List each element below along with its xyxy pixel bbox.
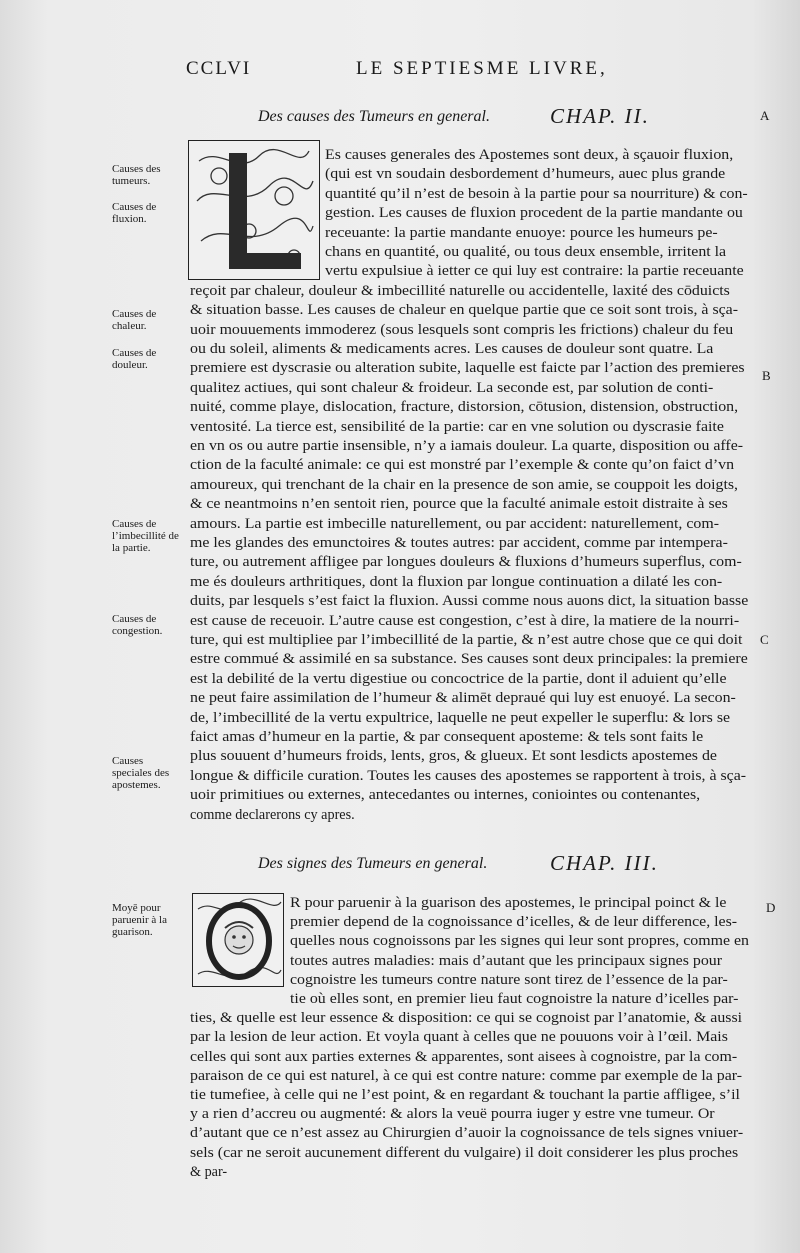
text-line: ou du soleil, aliments & medicaments acres. Les causes de douleur sont quatre. La <box>190 341 714 357</box>
chapter-3-title: Des signes des Tumeurs en general. <box>258 855 488 872</box>
text-line: quantité qu’il n’est de besoin à la partie pour sa nourriture) & con- <box>325 185 748 202</box>
text-line: est cause de receuoir. L’autre cause est congestion, c’est à dire, la matiere de la nourri- <box>190 612 740 629</box>
text-line: premier depend de la cognoissance d’icelles, & de leur difference, les- <box>290 914 738 931</box>
text-line: tie où elles sont, en premier lieu faut cognoistre la nature d’icelles par- <box>290 991 739 1007</box>
chapter-3-number: CHAP. III. <box>550 851 659 875</box>
text-line: y a rien d’accreu ou augmenté: & alors la veuë pourra iuger y estre vne tumeur. Or <box>190 1106 715 1123</box>
margin-note-causes-fluxion: Causes de fluxion. <box>112 201 157 225</box>
text-line: & ce neantmoins n’en sentoit rien, pource que la faculté animale estoit distraite à ses <box>190 496 728 513</box>
text-line: longue & difficile curation. Toutes les causes des apostemes se rapportent à trois, à sça- <box>190 767 747 784</box>
text-line: premiere est dyscrasie ou alteration subite, laquelle est faicte par l’action des premieres <box>190 360 745 377</box>
text-line: receuante: la partie mandante enuoye: pource les humeurs pe- <box>325 224 718 241</box>
text-line: uoir mouuements immoderez (sous lesquels sont compris les frictions) chaleur du feu <box>190 321 734 338</box>
text-line: ture, qui est multipliee par l’imbecillité de la partie, & n’est autre chose que ce qui doit <box>190 632 743 648</box>
text-line: & situation basse. Les causes de chaleur en quelque partie que ce soit sont trois, à sça- <box>190 302 739 319</box>
text-line: ne peut faire assimilation de l’humeur & alimēt depraué qui luy est enuoyé. La secon- <box>190 690 736 707</box>
text-line: ture, ou autrement affligee par longues douleurs & fluxions d’humeurs superflus, com- <box>190 554 742 571</box>
margin-marker-c: C <box>760 632 769 647</box>
text-line: paraison de ce qui est naturel, à ce qui est contre nature: comme par exemple de la par- <box>190 1067 743 1084</box>
text-line: amoureux, qui trenchant de la chair en la presence de son amie, se couppoit les doigts, <box>190 476 739 493</box>
margin-note-causes-congestion: Causes de congestion. <box>112 613 163 637</box>
text-line: ties, & quelle est leur essence & disposition: ce qui se cognoist par l’anatomie, & aussi <box>190 1010 743 1027</box>
text-line: uoir primitiues ou externes, antecedantes ou internes, coniointes ou contenantes, <box>190 787 701 804</box>
text-line: ventosité. La tierce est, sensibilité de la partie: car en vne solution ou dyscrasie faite <box>190 418 724 435</box>
text-line: celles qui sont aux parties externes & apparentes, sont aisees à cognoistre, par la com- <box>190 1048 738 1065</box>
text-line: gestion. Les causes de fluxion procedent de la partie mandante ou <box>325 205 743 222</box>
text-line: reçoit par chaleur, douleur & imbecillité naturelle ou accidentelle, laxité des cōduicts <box>190 282 730 299</box>
text-line: me és douleurs arthritiques, dont la fluxion par longue continuation a dilaté les con- <box>190 573 723 590</box>
margin-note-moyen-guarison: Moyē pour paruenir à la guarison. <box>112 902 167 938</box>
text-line: Es causes generales des Apostemes sont deux, à sçauoir fluxion, <box>325 147 734 163</box>
margin-note-causes-tumeurs: Causes des tumeurs. <box>112 163 161 187</box>
margin-marker-b: B <box>762 368 771 383</box>
text-line: faict amas d’humeur en la partie, & par consequent aposteme: & tels sont faits le <box>190 729 704 745</box>
text-line: cognoistre les tumeurs contre nature sont tirez de l’essence de la par- <box>290 971 728 988</box>
text-line: en vn os ou autre partie insensible, n’y a iamais douleur. La quarte, disposition ou affe- <box>190 438 744 454</box>
text-line: & par- <box>190 1163 228 1180</box>
margin-note-causes-speciales: Causes speciales des apostemes. <box>112 755 170 791</box>
text-line: comme declarerons cy apres. <box>190 806 355 823</box>
margin-marker-a: A <box>760 108 770 123</box>
text-line: d’autant que ce n’est assez au Chirurgien d’auoir la cognoissance de tels signes vniuer- <box>190 1125 744 1142</box>
text-line: sels (car ne seroit aucunement different du vulgaire) il doit considerer les plus proches <box>190 1144 739 1161</box>
floral-ornament-icon <box>189 141 321 281</box>
text-line: plus souuent d’humeurs froids, lents, gros, & glueux. Et sont lesdicts apostemes de <box>190 748 717 765</box>
text-line: ction de la faculté animale: ce qui est monstré par l’exemple & conte qu’on faict d’vn <box>190 457 735 474</box>
text-line: amours. La partie est imbecille naturellement, ou par accident: naturellement, com- <box>190 515 720 532</box>
text-line: duits, par lesquels s’est faict la fluxion. Aussi comme nous auons dict, la situation basse <box>190 593 749 610</box>
margin-note-causes-imbecillite: Causes de l’imbecillité de la partie. <box>112 518 179 554</box>
text-line: toutes autres maladies: mais d’autant que les principaux signes pour <box>290 952 723 969</box>
text-line: de, l’imbecillité de la vertu expultrice, laquelle ne peut expeller le superflu: & lors se <box>190 709 731 726</box>
margin-note-causes-douleur: Causes de douleur. <box>112 347 157 371</box>
text-line: par la lesion de leur action. Et voyla quant à celles que ne pouuons voir à l’œil. Mais <box>190 1029 728 1046</box>
face-ornament-icon <box>193 894 285 988</box>
text-line: R pour paruenir à la guarison des apostemes, le principal poinct & le <box>290 895 727 911</box>
text-line: vertu expulsiue à ietter ce qui luy est contraire: la partie receuante <box>325 263 744 280</box>
chapter-2-heading <box>258 104 758 130</box>
bleed-through-text <box>540 800 770 845</box>
text-line: (qui est vn soudain desbordement d’humeurs, auec plus grande <box>325 166 726 183</box>
running-title: LE SEPTIESME LIVRE, <box>356 58 608 79</box>
decorated-initial-l <box>188 140 320 280</box>
text-line: tie tumefiee, à celle qui ne l’est point, & en regardant & touchant la partie affligee, s’il <box>190 1087 740 1103</box>
decorated-initial-o <box>192 893 284 987</box>
margin-marker-d: D <box>766 900 776 915</box>
text-line: chans en quantité, ou qualité, ou tous deux ensemble, irritent la <box>325 244 727 260</box>
text-line: est la debilité de la vertu digestiue ou concoctrice de la partie, dont il aduient qu’elle <box>190 670 727 687</box>
page-header <box>186 58 646 82</box>
text-line: qualitez actiues, qui sont chaleur & froideur. La seconde est, par solution de conti- <box>190 379 714 396</box>
text-line: me les glandes des emunctoires & toutes autres: par accident, comme par intempera- <box>190 535 728 551</box>
folio-number: CCLVI <box>186 58 252 79</box>
chapter-2-title: Des causes des Tumeurs en general. <box>258 108 490 125</box>
text-line: estre commué & assimilé en sa substance. Ses causes sont deux principales: la premiere <box>190 651 748 668</box>
text-line: nuité, comme playe, dislocation, fracture, distorsion, cōtusion, distension, obstruction, <box>190 399 739 416</box>
chapter-3-heading <box>258 851 758 877</box>
chapter-2-number: CHAP. II. <box>550 104 650 128</box>
text-line: quelles nous cognoissons par les signes qui leur sont propres, comme en <box>290 933 749 950</box>
margin-note-causes-chaleur: Causes de chaleur. <box>112 308 157 332</box>
